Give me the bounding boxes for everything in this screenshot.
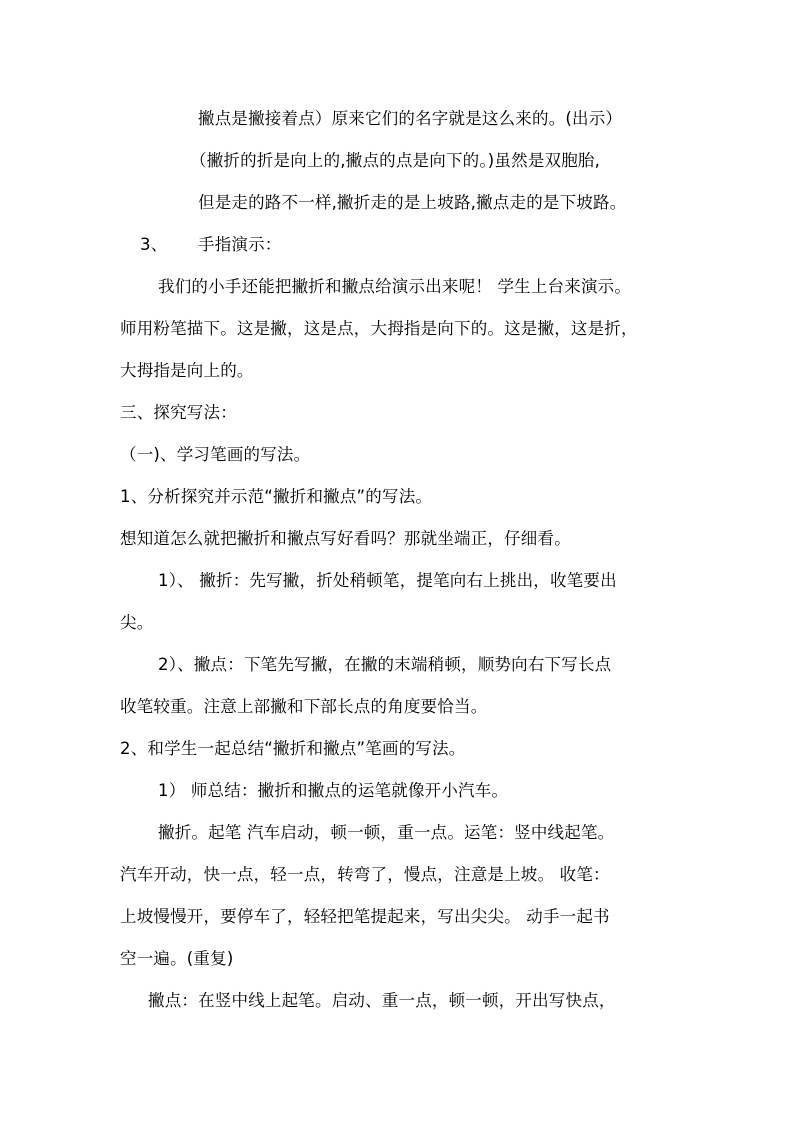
text-line-15: 1） 师总结：撇折和撇点的运笔就像开小汽车。	[158, 781, 509, 800]
text-line-6: 师用粉笔描下。这是撇，这是点，大拇指是向下的。这是撇，这是折，	[120, 319, 638, 338]
text-line-3: 但是走的路不一样,撇折走的是上坡路,撇点走的是下坡路。	[198, 193, 627, 212]
text-line-7: 大拇指是向上的。	[120, 361, 254, 380]
text-line-18: 上坡慢慢开，要停车了，轻轻把笔提起来，写出尖尖。 动手一起书	[120, 907, 610, 926]
section-heading: 三、探究写法：	[120, 403, 237, 422]
text-line-1: 撇点是撇接着点）原来它们的名字就是这么来的。(出示）	[198, 109, 623, 128]
text-line-19: 空一遍。(重复)	[120, 949, 234, 968]
text-line-10: 1）、 撇折：先写撇，折处稍顿笔，提笔向右上挑出，收笔要出	[158, 571, 617, 590]
text-line-9: 想知道怎么就把撇折和撇点写好看吗？那就坐端正，仔细看。	[120, 529, 571, 548]
list-number-3: 3、	[140, 235, 168, 254]
text-line-2: （撇折的折是向上的,撇点的点是向下的。)虽然是双胞胎,	[190, 151, 601, 170]
text-line-17: 汽车开动，快一点，轻一点，转弯了，慢点，注意是上坡。 收笔：	[120, 865, 610, 884]
text-line-13: 收笔较重。注意上部撇和下部长点的角度要恰当。	[120, 697, 488, 716]
text-line-4: 手指演示：	[198, 235, 282, 254]
text-line-5: 我们的小手还能把撇折和撇点给演示出来呢！ 学生上台来演示。	[158, 277, 632, 296]
text-line-16: 撇折。起笔 汽车启动，顿一顿，重一点。运笔：竖中线起笔。	[158, 823, 615, 842]
text-line-12: 2）、撇点：下笔先写撇，在撇的末端稍顿，顺势向右下写长点	[158, 655, 612, 674]
text-line-11: 尖。	[120, 613, 154, 632]
text-line-20: 撇点：在竖中线上起笔。启动、重一点，顿一顿，开出写快点，	[148, 991, 616, 1010]
text-line-14: 2、和学生一起总结“撇折和撇点”笔画的写法。	[120, 739, 466, 758]
text-line-8: 1、分析探究并示范“撇折和撇点”的写法。	[120, 487, 433, 506]
subsection-heading: （一)、学习笔画的写法。	[120, 445, 311, 464]
